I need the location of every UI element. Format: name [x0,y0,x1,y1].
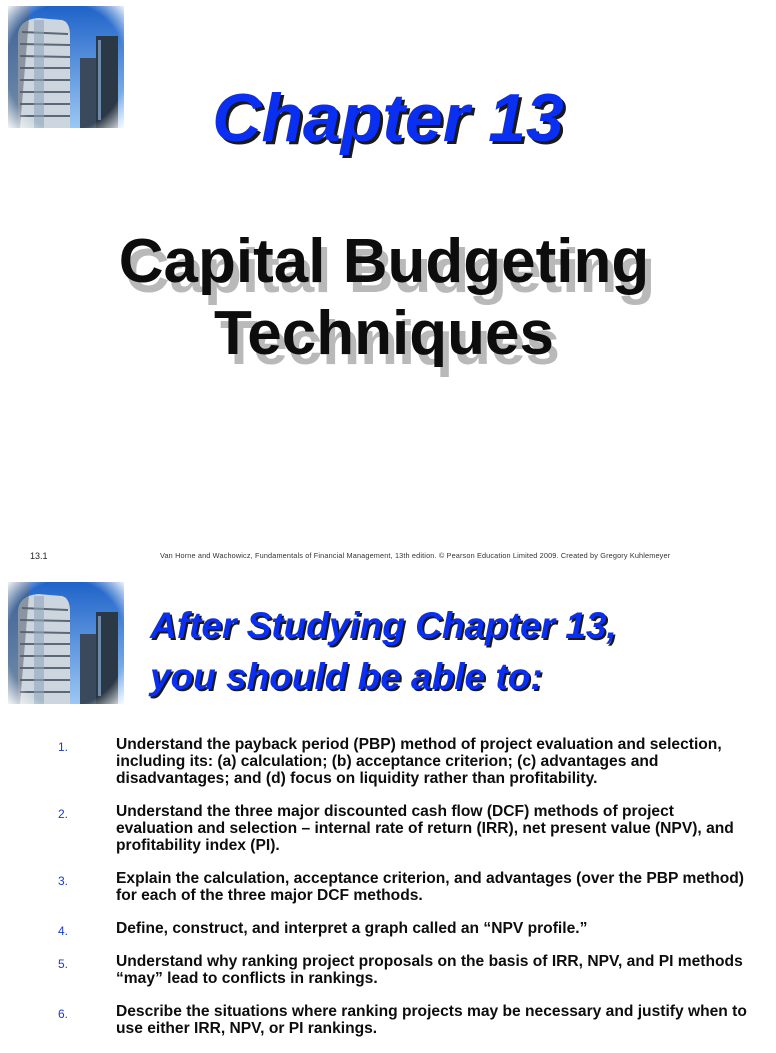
slide-2-title [150,600,760,702]
slide-2 [0,572,768,1037]
objective-item [0,1003,768,1037]
objective-number: 2. [58,807,69,821]
objective-text: Describe the situations where ranking projects may be necessary and justify when to use either IRR, NPV, or PI rankings. [116,1003,747,1037]
objective-item [0,953,768,987]
objective-item [0,803,768,854]
objective-text: Understand the payback period (PBP) method of project evaluation and selection, including its: (a) calculation; (b) acceptance criterion; (c) advantages and disadvantages; and (d) focus on liquidity rather than profitability. [116,736,722,787]
objective-number: 3. [58,874,69,888]
objective-number: 1. [58,740,69,754]
footer-citation: Van Horne and Wachowicz, Fundamentals of Financial Management, 13th edition. © Pearson Education Limited 2009. Created by Gregory Kuhlemeyer [160,551,671,560]
slide-2-title-line-1: After Studying Chapter 13, [150,605,617,646]
objective-text: Explain the calculation, acceptance criterion, and advantages (over the PBP method) for each of the three major DCF methods. [116,870,744,904]
objective-number: 5. [58,957,69,971]
objective-text: Understand why ranking project proposals on the basis of IRR, NPV, and PI methods “may” lead to conflicts in rankings. [116,953,743,987]
objective-item [0,736,768,787]
objective-item [0,920,768,937]
objective-text: Define, construct, and interpret a graph called an “NPV profile.” [116,920,588,937]
objective-text: Understand the three major discounted cash flow (DCF) methods of project evaluation and selection – internal rate of return (IRR), net present value (NPV), and profitability index (PI). [116,803,734,854]
slide-number: 13.1 [30,551,48,561]
slide-2-title-line-2: you should be able to: [150,656,543,697]
objective-number: 4. [58,924,69,938]
learning-objectives-list [0,736,768,1053]
main-title-line-2: Techniques [214,299,554,368]
main-title [0,226,768,370]
main-title-line-1: Capital Budgeting [118,227,650,296]
objective-item [0,870,768,904]
building-photo-icon [8,582,124,704]
objective-number: 6. [58,1007,69,1021]
chapter-title: Chapter 13 [212,80,564,156]
